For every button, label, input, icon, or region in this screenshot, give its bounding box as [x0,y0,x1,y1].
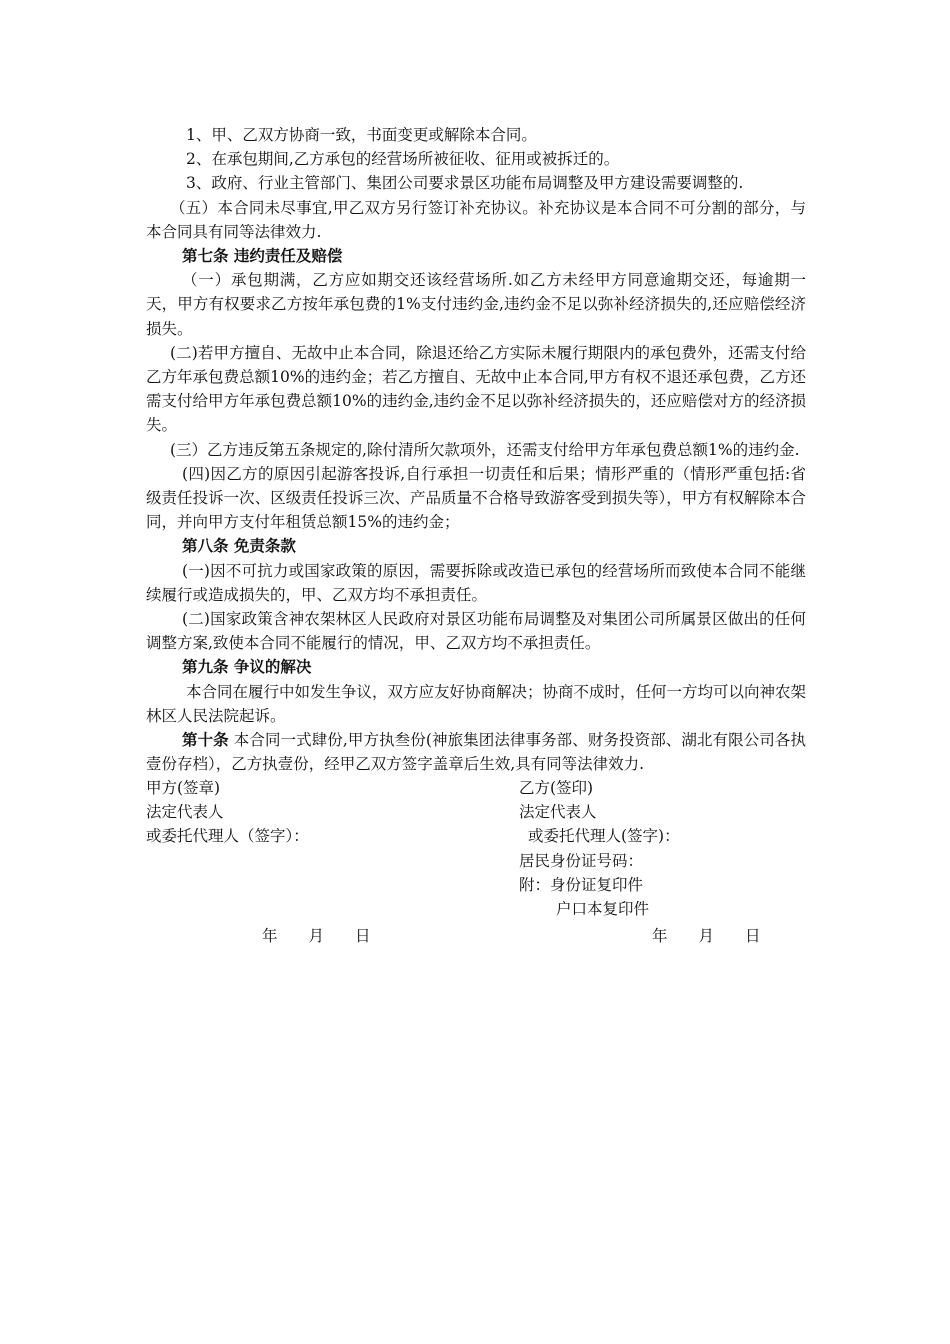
party-a-date: 年 月 日 [262,927,371,946]
clause-text: (一)因不可抗力或国家政策的原因，需要拆除或改造已承包的经营场所而致使本合同不能继续履行或造成损失的，甲、乙双方均不承担责任。 [146,561,806,604]
section-heading-9: 第九条 争议的解决 [182,657,312,677]
clause-text: 本合同在履行中如发生争议，双方应友好协商解决；协商不成时，任何一方均可以向神农架林区人民法院起诉。 [146,682,807,725]
party-b-date: 年 月 日 [652,927,761,946]
section-heading-8: 第八条 免责条款 [182,536,296,556]
party-b-agent: 或委托代理人(签字)： [528,827,680,846]
party-b-label: 乙方(签印) [519,779,594,798]
clause-text: 3、政府、行业主管部门、集团公司要求景区功能布局调整及甲方建设需要调整的. [186,174,744,193]
clause-text: (三）乙方违反第五条规定的,除付清所欠款项外，还需支付给甲方年承包费总额1%的违约金. [170,440,800,459]
clause-text: (二)若甲方擅自、无故中止本合同，除退还给乙方实际未履行期限内的承包费外，还需支付给乙方年承包费总额10%的违约金；若乙方擅自、无故中止本合同,甲方有权不退还承包费，乙方还需支付给甲方年承包费总额10%的违约金,违约金不足以弥补经济损失的，还应赔偿对方的经济损失。 [146,343,806,435]
clause-text: (二)国家政策含神农架林区人民政府对景区功能布局调整及对集团公司所属景区做出的任何调整方案,致使本合同不能履行的情况，甲、乙双方均不承担责任。 [146,610,806,653]
party-b-representative: 法定代表人 [519,803,597,822]
clause-text [146,728,806,776]
signature-block [146,776,806,946]
attachment-label-2: 户口本复印件 [556,900,650,919]
party-a-representative: 法定代表人 [146,803,224,822]
contract-page [146,123,806,946]
party-a-agent: 或委托代理人（签字）： [146,827,309,846]
section-heading-10: 第十条 [182,730,229,750]
clause-text: 1、甲、乙双方协商一致，书面变更或解除本合同。 [186,126,537,144]
clause-text: （五）本合同未尽事宜,甲乙双方另行签订补充协议。补充协议是本合同不可分割的部分，与本合同具有同等法律效力. [146,198,806,241]
clause-text: (四)因乙方的原因引起游客投诉,自行承担一切责任和后果；情形严重的（情形严重包括:省级责任投诉一次、区级责任投诉三次、产品质量不合格导致游客受到损失等），甲方有权解除本合同，并向甲方支付年租赁总额15%的违约金； [146,464,806,532]
clause-text: （一）承包期满，乙方应如期交还该经营场所.如乙方未经甲方同意逾期交还，每逾期一天，甲方有权要求乙方按年承包费的1%支付违约金,违约金不足以弥补经济损失的,还应赔偿经济损失。 [146,271,806,338]
id-number-label: 居民身份证号码： [519,852,644,871]
party-a-label: 甲方(签章) [146,779,221,798]
attachment-label: 附：身份证复印件 [519,876,644,895]
clause-text-inline: 本合同一式肆份,甲方执叁份(神旅集团法律事务部、财务投资部、湖北有限公司各执壹份存档），乙方执壹份，经甲乙双方签字盖章后生效,具有同等法律效力. [146,731,806,774]
section-heading-7: 第七条 违约责任及赔偿 [182,246,343,266]
clause-text: 2、在承包期间,乙方承包的经营场所被征收、征用或被拆迁的。 [186,150,620,169]
